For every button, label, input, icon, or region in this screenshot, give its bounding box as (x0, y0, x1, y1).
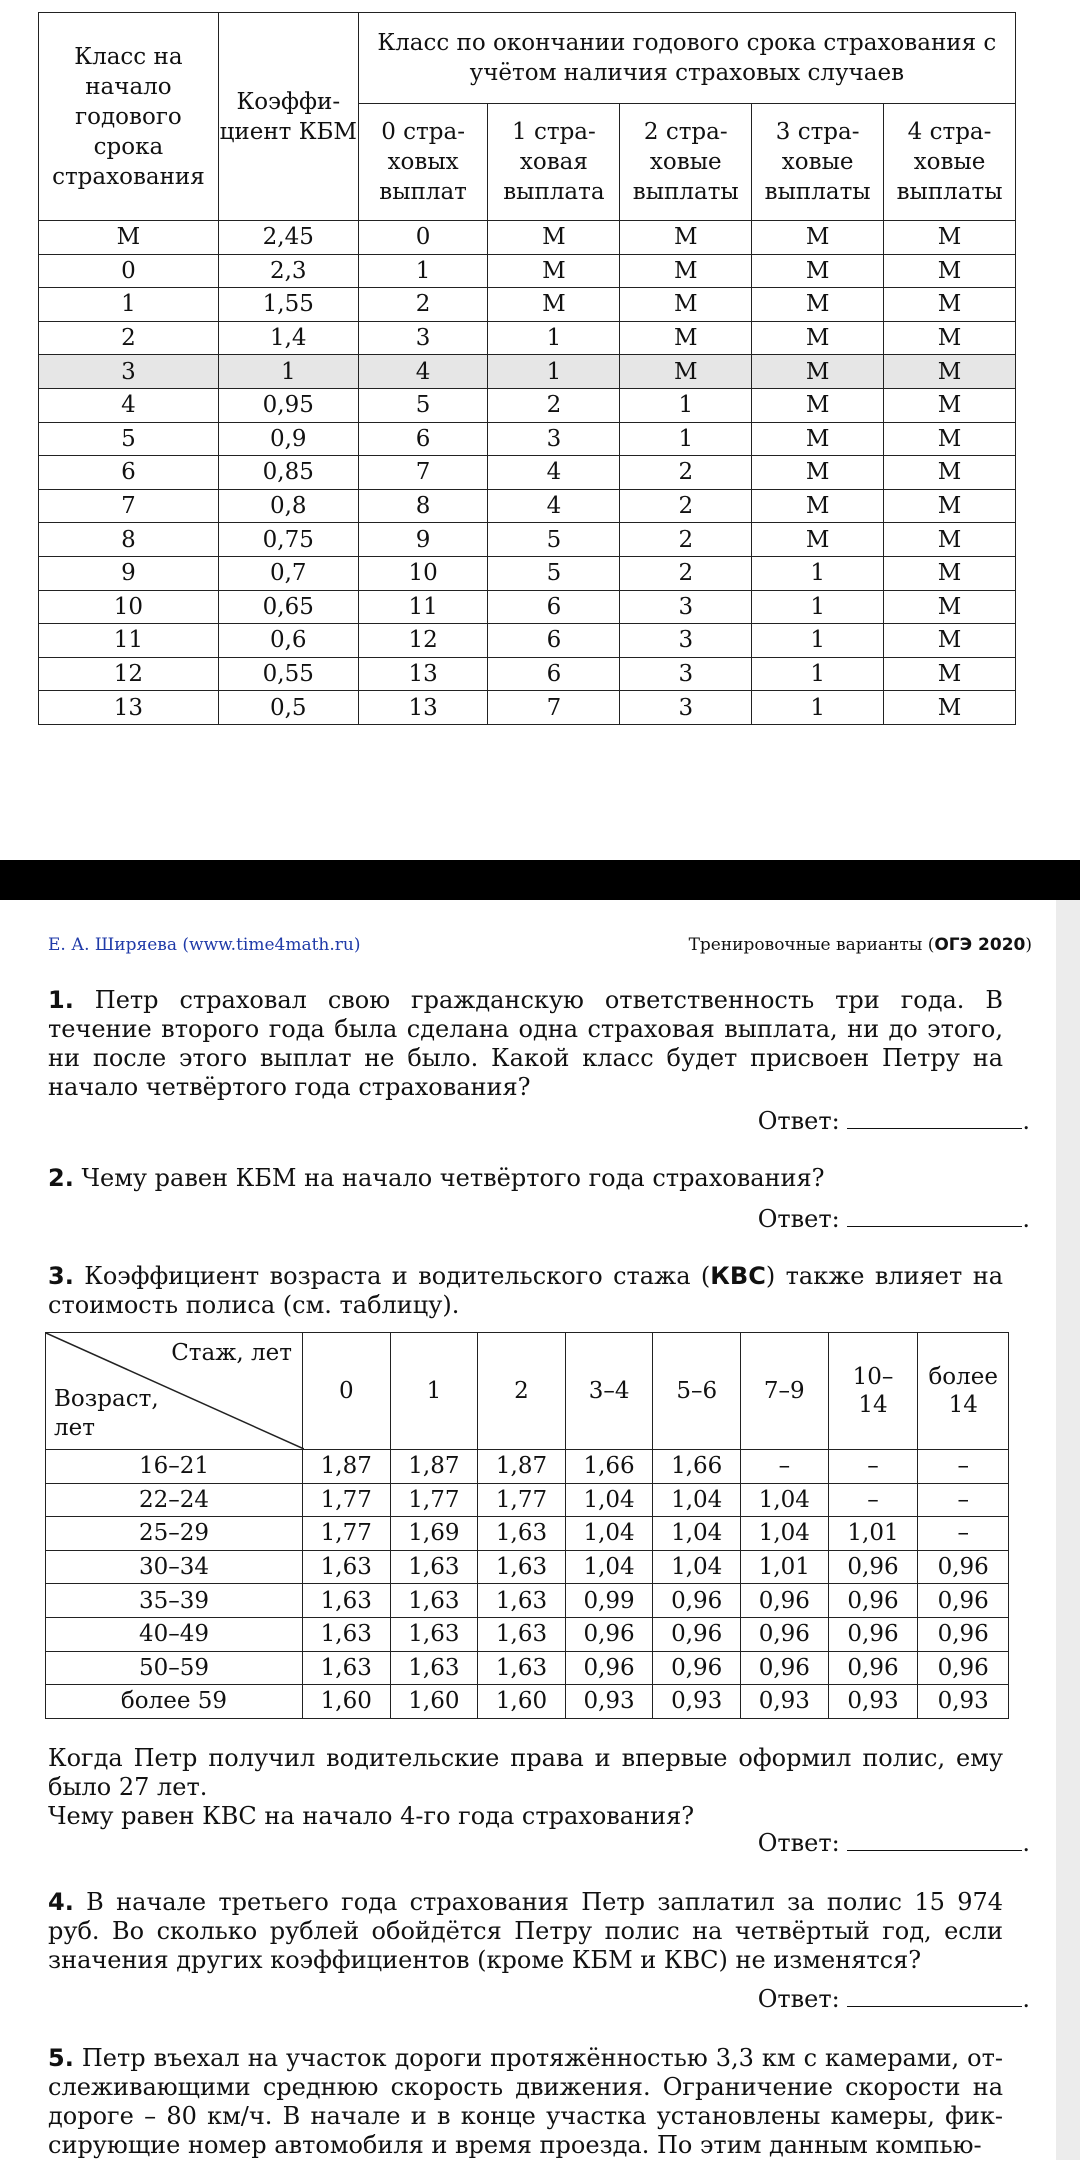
kvs-cell: – (741, 1450, 829, 1484)
kbm-cell: М (752, 489, 884, 523)
kbm-cell: 2 (620, 489, 752, 523)
kvs-cell: 1,87 (390, 1450, 478, 1484)
kbm-subhead: 2 стра-ховые выплаты (620, 104, 752, 221)
kbm-cell: 13 (39, 691, 219, 725)
answer-1-field[interactable] (847, 1106, 1022, 1129)
kvs-cell: 0,99 (565, 1584, 653, 1618)
kbm-cell: 3 (620, 590, 752, 624)
kbm-row (39, 221, 1016, 255)
kvs-cell: – (918, 1450, 1009, 1484)
kbm-cell: М (884, 624, 1016, 658)
kbm-cell: М (884, 288, 1016, 322)
kvs-row (46, 1651, 1009, 1685)
kvs-cell: 0,96 (918, 1584, 1009, 1618)
kbm-cell: 12 (358, 624, 488, 658)
kbm-cell: 11 (39, 624, 219, 658)
kbm-cell: 6 (488, 657, 620, 691)
kvs-cell: 0,96 (741, 1617, 829, 1651)
kbm-row (39, 288, 1016, 322)
kvs-age-cell: более 59 (46, 1685, 303, 1719)
kvs-col-head: 3–4 (565, 1333, 653, 1450)
kbm-cell: 3 (620, 691, 752, 725)
kvs-age-cell: 25–29 (46, 1517, 303, 1551)
kvs-cell: 1,63 (390, 1651, 478, 1685)
kvs-cell: 1,60 (302, 1685, 390, 1719)
kbm-cell: 10 (358, 556, 488, 590)
kbm-subhead: 1 стра-ховая выплата (488, 104, 620, 221)
kbm-cell: М (884, 388, 1016, 422)
answer-3-field[interactable] (847, 1828, 1022, 1851)
kbm-cell: М (620, 288, 752, 322)
kbm-table-body (39, 221, 1016, 725)
answer-1: Ответ: . (757, 1107, 1030, 1135)
kbm-cell: 1 (218, 355, 358, 389)
kbm-cell: 13 (358, 657, 488, 691)
task-3-text-after: ) также влияет на стоимость полиса (см. таблицу). (48, 1262, 1004, 1319)
task-1-text: Петр страховал свою гражданскую ответственность три года. В течение второго года была сделана одна страховая выплата, ни до этого, ни после этого выплат не было. Какой класс будет присвоен Петру на начало четвёртого года страхования? (48, 986, 1003, 1101)
kvs-cell: 1,77 (478, 1483, 566, 1517)
kvs-age-cell: 22–24 (46, 1483, 303, 1517)
kvs-cell: 1,63 (390, 1550, 478, 1584)
task-3-bold: КВС (710, 1262, 766, 1290)
task-4 (48, 1888, 1003, 1975)
kvs-cell: 1,63 (478, 1550, 566, 1584)
kbm-cell: 4 (39, 388, 219, 422)
kbm-cell: 2,3 (218, 254, 358, 288)
kbm-row (39, 254, 1016, 288)
kbm-cell: М (884, 456, 1016, 490)
kvs-table-body (46, 1450, 1009, 1719)
author-header: Е. А. Ширяева (www.time4math.ru) (48, 935, 361, 955)
task-number: 4. (48, 1888, 74, 1916)
kvs-cell: – (828, 1450, 918, 1484)
kvs-cell: 1,60 (390, 1685, 478, 1719)
kbm-cell: 0,55 (218, 657, 358, 691)
kvs-cell: 1,04 (565, 1517, 653, 1551)
kbm-row (39, 624, 1016, 658)
kvs-cell: 0,96 (828, 1651, 918, 1685)
kbm-cell: 0,85 (218, 456, 358, 490)
kvs-cell: 0,96 (828, 1584, 918, 1618)
task-4-text: В начале третьего года страхования Петр заплатил за полис 15 974 руб. Во сколько рублей обойдётся Петру полис на четвёртый год, если значения других коэффициентов (кроме КБМ и КВС) не изменятся? (48, 1888, 1003, 1974)
kbm-cell: М (884, 691, 1016, 725)
kbm-cell: 2 (488, 388, 620, 422)
kvs-cell: 0,93 (653, 1685, 741, 1719)
kbm-row (39, 388, 1016, 422)
kvs-cell: 1,77 (302, 1517, 390, 1551)
kbm-cell: М (884, 556, 1016, 590)
kbm-cell: 1 (752, 590, 884, 624)
kvs-col-head: 0 (302, 1333, 390, 1450)
task-number: 2. (48, 1164, 74, 1192)
kbm-cell: М (884, 657, 1016, 691)
page-separator (0, 860, 1080, 900)
kbm-cell: 3 (39, 355, 219, 389)
kbm-cell: 6 (39, 456, 219, 490)
kbm-cell: 2 (39, 321, 219, 355)
kbm-cell: М (884, 321, 1016, 355)
kvs-cell: 1,63 (478, 1517, 566, 1551)
kbm-cell: М (884, 422, 1016, 456)
kbm-cell: М (884, 254, 1016, 288)
kvs-row (46, 1685, 1009, 1719)
kvs-cell: 1,04 (565, 1483, 653, 1517)
kbm-row (39, 489, 1016, 523)
kbm-cell: 1,55 (218, 288, 358, 322)
kbm-cell: 3 (488, 422, 620, 456)
kbm-subhead: 3 стра-ховые выплаты (752, 104, 884, 221)
task-number: 3. (48, 1262, 74, 1290)
kbm-cell: 3 (620, 624, 752, 658)
kvs-cell: 0,93 (828, 1685, 918, 1719)
kvs-row (46, 1450, 1009, 1484)
kbm-cell: М (752, 355, 884, 389)
kvs-col-head: 5–6 (653, 1333, 741, 1450)
kbm-cell: 2 (620, 556, 752, 590)
kvs-age-cell: 35–39 (46, 1584, 303, 1618)
variant-header-prefix: Тренировочные варианты ( (688, 935, 935, 955)
task-3 (48, 1262, 1003, 1320)
answer-4: Ответ: . (757, 1985, 1030, 2013)
kvs-age-cell: 30–34 (46, 1550, 303, 1584)
kbm-cell: 0 (358, 221, 488, 255)
kbm-cell: 0,9 (218, 422, 358, 456)
answer-label: Ответ: (757, 1205, 840, 1233)
kbm-cell: 3 (620, 657, 752, 691)
kbm-cell: 4 (488, 456, 620, 490)
kvs-table (45, 1332, 1009, 1719)
kbm-cell: 1 (358, 254, 488, 288)
kvs-col-head: 10–14 (828, 1333, 918, 1450)
kbm-cell: М (488, 254, 620, 288)
kvs-cell: 1,04 (653, 1483, 741, 1517)
kbm-cell: М (752, 456, 884, 490)
task-number: 5. (48, 2044, 74, 2072)
kvs-cell: 0,96 (918, 1651, 1009, 1685)
task-5 (48, 2044, 1003, 2160)
kvs-cell: 0,96 (918, 1550, 1009, 1584)
kvs-col-head: более 14 (918, 1333, 1009, 1450)
kvs-diag-bottom: Возраст, лет (54, 1386, 159, 1441)
kvs-diagonal-header (46, 1333, 303, 1450)
kvs-cell: 1,77 (302, 1483, 390, 1517)
kbm-cell: 1,4 (218, 321, 358, 355)
task-2 (48, 1164, 1003, 1193)
answer-4-field[interactable] (847, 1984, 1022, 2007)
kbm-cell: М (884, 590, 1016, 624)
kbm-cell: 5 (358, 388, 488, 422)
kbm-cell: М (884, 523, 1016, 557)
kbm-cell: М (752, 288, 884, 322)
kvs-cell: 1,63 (302, 1584, 390, 1618)
kvs-cell: 0,96 (565, 1617, 653, 1651)
kbm-cell: М (752, 254, 884, 288)
kvs-row (46, 1483, 1009, 1517)
kbm-cell: 1 (752, 657, 884, 691)
task-3-question: Чему равен КВС на начало 4-го года страхования? (48, 1802, 695, 1830)
kbm-cell: 5 (488, 556, 620, 590)
kvs-cell: 0,96 (741, 1584, 829, 1618)
kbm-cell: 10 (39, 590, 219, 624)
kvs-age-cell: 40–49 (46, 1617, 303, 1651)
kvs-cell: 0,93 (565, 1685, 653, 1719)
kbm-head-coef: Коэффи-циент КБМ (218, 13, 358, 221)
kvs-cell: 1,04 (741, 1517, 829, 1551)
kbm-subhead: 4 стра-ховые выплаты (884, 104, 1016, 221)
kbm-cell: 1 (488, 355, 620, 389)
kvs-cell: 0,96 (653, 1617, 741, 1651)
kbm-cell: 2 (358, 288, 488, 322)
kbm-cell: 0 (39, 254, 219, 288)
kbm-row (39, 691, 1016, 725)
kbm-cell: 1 (620, 422, 752, 456)
variant-header (689, 935, 1032, 955)
kvs-cell: 1,63 (302, 1550, 390, 1584)
kbm-head-class-start: Класс на начало годового срока страхования (39, 13, 219, 221)
kvs-cell: 1,66 (565, 1450, 653, 1484)
kbm-cell: 7 (39, 489, 219, 523)
kbm-cell: 0,5 (218, 691, 358, 725)
kbm-cell: М (752, 523, 884, 557)
kbm-cell: 12 (39, 657, 219, 691)
kbm-cell: 8 (39, 523, 219, 557)
kvs-cell: 1,63 (302, 1651, 390, 1685)
kbm-cell: 9 (358, 523, 488, 557)
kbm-cell: 5 (488, 523, 620, 557)
kvs-cell: 1,69 (390, 1517, 478, 1551)
kvs-cell: 0,93 (918, 1685, 1009, 1719)
kbm-cell: 0,65 (218, 590, 358, 624)
kbm-cell: 3 (358, 321, 488, 355)
kvs-cell: 1,04 (653, 1517, 741, 1551)
kbm-cell: 1 (488, 321, 620, 355)
answer-3: Ответ: . (757, 1829, 1030, 1857)
kbm-cell: 9 (39, 556, 219, 590)
kbm-cell: 0,95 (218, 388, 358, 422)
kvs-cell: 0,96 (653, 1584, 741, 1618)
kbm-head-class-end: Класс по окончании годового срока страхования с учётом наличия страховых случаев (358, 13, 1015, 104)
kvs-row (46, 1617, 1009, 1651)
kbm-cell: 6 (488, 590, 620, 624)
kvs-cell: 1,04 (741, 1483, 829, 1517)
kvs-cell: 1,63 (390, 1617, 478, 1651)
kvs-cell: 1,63 (478, 1584, 566, 1618)
kvs-cell: 1,63 (478, 1617, 566, 1651)
kbm-cell: 13 (358, 691, 488, 725)
kbm-cell: 4 (358, 355, 488, 389)
answer-label: Ответ: (757, 1985, 840, 2013)
page-edge (1056, 900, 1080, 2160)
kbm-subhead: 0 стра-ховых выплат (358, 104, 488, 221)
kvs-col-head: 7–9 (741, 1333, 829, 1450)
kvs-cell: 1,66 (653, 1450, 741, 1484)
kbm-cell: 0,75 (218, 523, 358, 557)
kvs-row (46, 1584, 1009, 1618)
kbm-table (38, 12, 1016, 725)
kbm-cell: 4 (488, 489, 620, 523)
kbm-cell: 7 (488, 691, 620, 725)
kbm-row (39, 657, 1016, 691)
kvs-cell: 0,96 (828, 1550, 918, 1584)
kbm-cell: М (884, 355, 1016, 389)
kbm-row (39, 523, 1016, 557)
kbm-cell: 0,8 (218, 489, 358, 523)
kbm-cell: М (488, 221, 620, 255)
kvs-cell: 1,63 (390, 1584, 478, 1618)
kvs-cell: 1,01 (741, 1550, 829, 1584)
answer-label: Ответ: (757, 1829, 840, 1857)
kbm-cell: М (884, 489, 1016, 523)
answer-label: Ответ: (757, 1107, 840, 1135)
kbm-cell: 2,45 (218, 221, 358, 255)
kbm-cell: 1 (752, 624, 884, 658)
kvs-age-cell: 50–59 (46, 1651, 303, 1685)
task-5-text: Петр въехал на участок дороги протяжённостью 3,3 км с камерами, от-слеживающими среднюю скорость движения. Ограничение скорости на дороге – 80 км/ч. В начале и в конце участка установлены камеры, фик-сирующие номер автомобиля и время проезда. По этим данным компью- (48, 2044, 1003, 2159)
kbm-cell: М (620, 221, 752, 255)
kbm-cell: 1 (752, 556, 884, 590)
kbm-cell: М (752, 422, 884, 456)
kbm-cell: 7 (358, 456, 488, 490)
kvs-cell: 1,63 (302, 1617, 390, 1651)
kvs-cell: 0,96 (741, 1651, 829, 1685)
kvs-cell: – (918, 1517, 1009, 1551)
kbm-row (39, 355, 1016, 389)
kvs-cell: 1,04 (653, 1550, 741, 1584)
kbm-cell: М (752, 321, 884, 355)
kvs-row (46, 1517, 1009, 1551)
task-number: 1. (48, 986, 74, 1014)
variant-header-suffix: ) (1025, 935, 1032, 955)
kbm-cell: 8 (358, 489, 488, 523)
answer-2-field[interactable] (847, 1204, 1022, 1227)
kbm-cell: М (620, 254, 752, 288)
kvs-cell: 1,87 (302, 1450, 390, 1484)
kvs-cell: – (918, 1483, 1009, 1517)
task-3-condition (48, 1744, 1003, 1831)
kbm-cell: 11 (358, 590, 488, 624)
kbm-cell: 5 (39, 422, 219, 456)
kbm-cell: 0,6 (218, 624, 358, 658)
kbm-cell: 1 (39, 288, 219, 322)
kvs-cell: 1,60 (478, 1685, 566, 1719)
answer-2: Ответ: . (757, 1205, 1030, 1233)
kbm-cell: 0,7 (218, 556, 358, 590)
kbm-cell: М (884, 221, 1016, 255)
kbm-cell: 1 (752, 691, 884, 725)
kbm-row (39, 422, 1016, 456)
kbm-cell: 2 (620, 456, 752, 490)
task-3-condition-1: Когда Петр получил водительские права и впервые оформил полис, ему было 27 лет. (48, 1744, 1003, 1801)
kbm-cell: М (752, 221, 884, 255)
kvs-cell: – (828, 1483, 918, 1517)
kbm-row (39, 321, 1016, 355)
kbm-cell: М (620, 355, 752, 389)
kvs-col-head: 1 (390, 1333, 478, 1450)
kvs-cell: 1,63 (478, 1651, 566, 1685)
kbm-cell: М (752, 388, 884, 422)
kvs-cell: 1,04 (565, 1550, 653, 1584)
kbm-cell: 6 (358, 422, 488, 456)
kvs-diag-top: Стаж, лет (171, 1340, 292, 1366)
task-3-text-before: Коэффициент возраста и водительского стажа ( (84, 1262, 711, 1290)
kvs-cell: 0,96 (653, 1651, 741, 1685)
kvs-cell: 1,87 (478, 1450, 566, 1484)
kvs-cell: 0,96 (565, 1651, 653, 1685)
kbm-cell: М (39, 221, 219, 255)
kvs-cell: 1,01 (828, 1517, 918, 1551)
kbm-row (39, 556, 1016, 590)
kbm-cell: 2 (620, 523, 752, 557)
kvs-age-cell: 16–21 (46, 1450, 303, 1484)
kbm-cell: М (620, 321, 752, 355)
task-1 (48, 986, 1003, 1102)
kvs-cell: 0,93 (741, 1685, 829, 1719)
kbm-cell: М (488, 288, 620, 322)
variant-header-exam: ОГЭ 2020 (934, 935, 1026, 955)
kbm-cell: 1 (620, 388, 752, 422)
kvs-col-head: 2 (478, 1333, 566, 1450)
kvs-cell: 0,96 (828, 1617, 918, 1651)
kbm-row (39, 456, 1016, 490)
kvs-row (46, 1550, 1009, 1584)
kbm-cell: 6 (488, 624, 620, 658)
kvs-cell: 1,77 (390, 1483, 478, 1517)
task-2-text: Чему равен КБМ на начало четвёртого года страхования? (81, 1164, 825, 1192)
kbm-row (39, 590, 1016, 624)
kvs-cell: 0,96 (918, 1617, 1009, 1651)
